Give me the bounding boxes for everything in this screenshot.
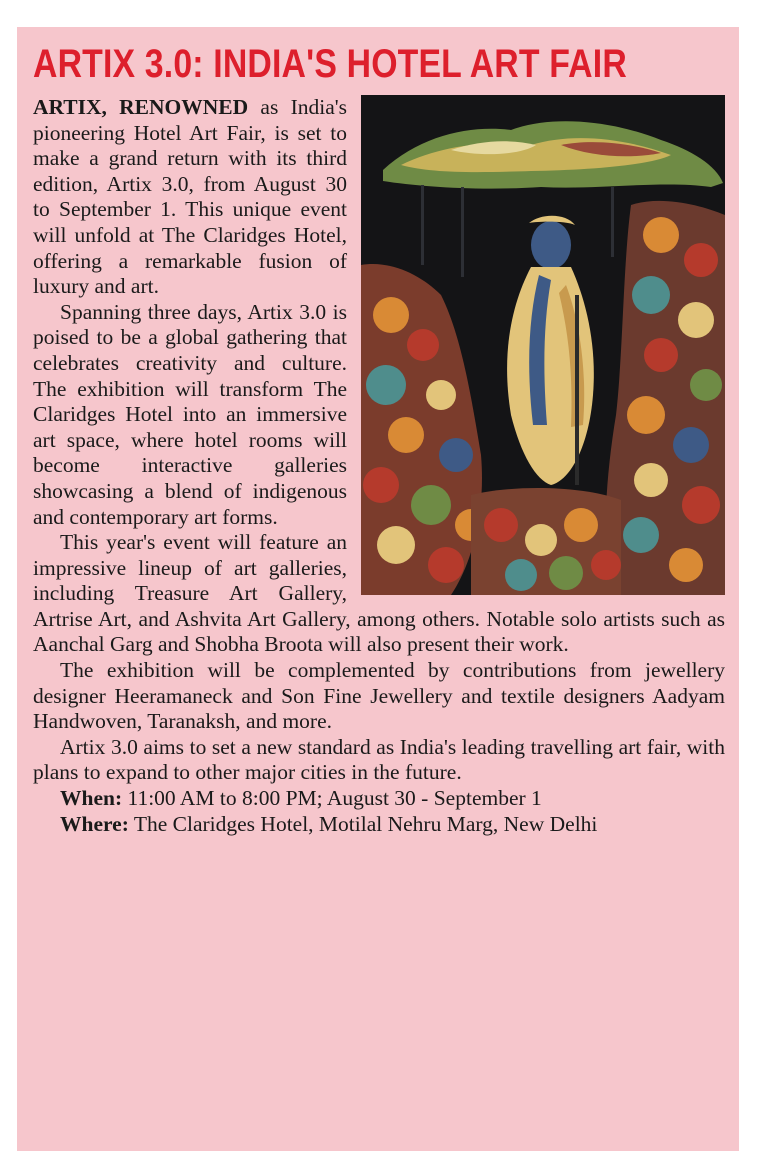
when-value: 11:00 AM to 8:00 PM; August 30 - September 1 bbox=[122, 786, 542, 811]
when-label: When: bbox=[60, 786, 123, 811]
lead-bold: ARTIX, RENOWNED bbox=[33, 95, 249, 119]
lead-text: as India's pioneering Hotel Art Fair, is set to make a grand return with its third edition, Artix 3.0, from August 30 to September 1. This unique event will unfold at The Claridges Hotel, offering a remarkable fusion of luxury and art. bbox=[33, 95, 347, 299]
paragraph-1: Spanning three days, Artix 3.0 is poised to be a global gathering that celebrates creativity and culture. The exhibition will transform The Claridges Hotel into an immersive art space, where hotel rooms will become interactive galleries showcasing a blend of indigenous and contemporary art forms. bbox=[33, 299, 347, 529]
where-line bbox=[33, 812, 725, 838]
artwork-image bbox=[361, 95, 725, 595]
paragraph-2: This year's event will feature an impressive lineup of art galleries, including Treasure Art Gallery, Artrise Art, and Ashvita Art Gallery, among others. Notable solo artists such as Aanchal Garg and Shobha Broota will also present their work. bbox=[33, 530, 725, 657]
news-clipping bbox=[17, 27, 739, 1151]
where-value: The Claridges Hotel, Motilal Nehru Marg, New Delhi bbox=[128, 811, 598, 836]
paragraph-3: The exhibition will be complemented by contributions from jewellery designer Heeramaneck and Son Fine Jewellery and textile designers Aadyam Handwoven, Taranaksh, and more. bbox=[33, 658, 725, 734]
headline: ARTIX 3.0: INDIA'S HOTEL ART FAIR bbox=[33, 42, 627, 86]
where-label: Where: bbox=[60, 811, 129, 836]
when-line bbox=[33, 786, 725, 812]
article-body bbox=[33, 95, 725, 837]
paragraph-4: Artix 3.0 aims to set a new standard as India's leading travelling art fair, with plans to expand to other major cities in the future. bbox=[33, 734, 725, 785]
